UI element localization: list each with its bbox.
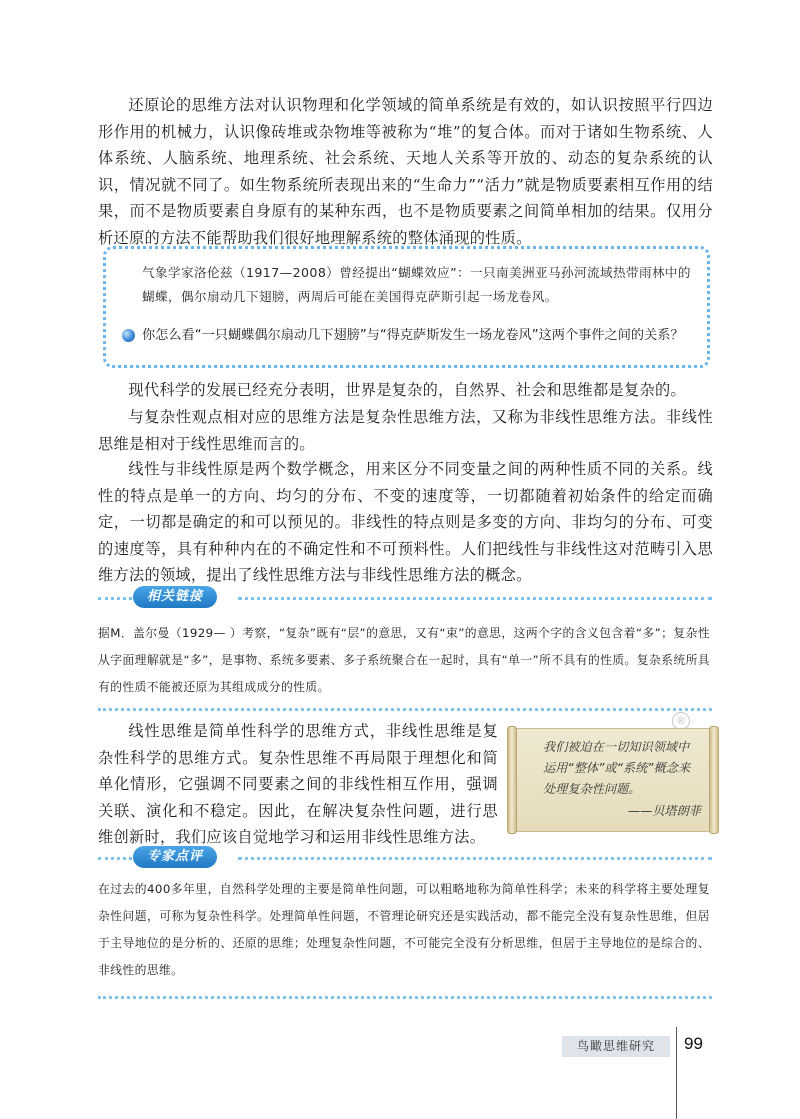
paragraph-linear-vs-nonlinear: 线性与非线性原是两个数学概念，用来区分不同变量之间的两种性质不同的关系。线性的特点是单一的方向、均匀的分布、不变的速度等，一切都随着初始条件的给定而确定，一切都是确定的和可以预见的。非线性的特点则是多变的方向、非均匀的分布、可变的速度等，具有种种内在的不确定性和不可预料性。人们把线性与非线性这对范畴引入思维方法的领域，提出了线性思维方法与非线性思维方法的概念。 — [98, 460, 713, 585]
page-number: 99 — [684, 1034, 703, 1053]
section-divider — [238, 857, 712, 860]
question-bullet-icon — [122, 329, 135, 342]
section-divider — [98, 708, 712, 711]
related-link-text: 据M．盖尔曼（1929— ）考察，“复杂”既有“层”的意思，又有“束”的意思，这两个字的含义包含着“多”；复杂性从字面理解就是“多”，是事物、系统多要素、多子系统聚合在一起时，具有“单一”所不具有的性质。复杂系统所具有的性质不能被还原为其组成成分的性质。 — [98, 626, 710, 694]
scroll-quote-author: ——贝塔朗菲 — [627, 804, 701, 818]
expert-review-tag: 专家点评 — [133, 846, 217, 868]
section-divider — [238, 597, 712, 600]
paragraph-modern-science: 现代科学的发展已经充分表明，世界是复杂的，自然界、社会和思维都是复杂的。 — [128, 381, 686, 399]
quote-scroll — [512, 728, 714, 832]
discussion-question — [142, 323, 693, 348]
discussion-question-text: 你怎么看“一只蝴蝶偶尔扇动几下翅膀”与“得克萨斯发生一场龙卷风”这两个事件之间的关系？ — [142, 328, 684, 343]
paragraph-nonlinear-definition: 与复杂性观点相对应的思维方法是复杂性思维方法，又称为非线性思维方法。非线性思维是相对于线性思维而言的。 — [98, 408, 713, 453]
section-divider — [98, 857, 132, 860]
book-title-footer: 鸟瞰思维研究 — [562, 1036, 670, 1057]
discussion-box — [103, 246, 710, 368]
paragraph-reductionism: 还原论的思维方法对认识物理和化学领域的简单系统是有效的，如认识按照平行四边形作用的机械力，认识像砖堆或杂物堆等被称为“堆”的复合体。而对于诸如生物系统、人体系统、人脑系统、地理系统、社会系统、天地人关系等开放的、动态的复杂系统的认识，情况就不同了。如生物系统所表现出来的“生命力”“活力”就是物质要素相互作用的结果，而不是物质要素自身原有的某种东西，也不是物质要素之间简单相加的结果。仅用分析还原的方法不能帮助我们很好地理解系统的整体涌现的性质。 — [98, 96, 713, 247]
related-link-tag: 相关链接 — [133, 586, 217, 608]
registered-watermark: ® — [672, 712, 690, 730]
expert-review-text: 在过去的400多年里，自然科学处理的主要是简单性问题，可以粗略地称为简单性科学；未来的科学将主要处理复杂性问题，可称为复杂性科学。处理简单性问题，不管理论研究还是实践活动，都不能完全没有复杂性思维，但居于主导地位的是分析的、还原的思维；处理复杂性问题，不可能完全没有分析思维，但居于主导地位的是综合的、非线性的思维。 — [98, 882, 710, 977]
footer-rule — [676, 1027, 677, 1119]
paragraph-complexity-thinking: 线性思维是简单性科学的思维方式，非线性思维是复杂性科学的思维方式。复杂性思维不再局限于理想化和简单化情形，它强调不同要素之间的非线性相互作用，强调关联、演化和不稳定。因此，在解决复杂性问题，进行思维创新时，我们应该自觉地学习和运用非线性思维方法。 — [98, 722, 498, 847]
section-divider — [98, 996, 712, 999]
section-divider — [98, 597, 132, 600]
butterfly-effect-quote: 气象学家洛伦兹（1917—2008）曾经提出“蝴蝶效应”：一只南美洲亚马孙河流域热带雨林中的蝴蝶，偶尔扇动几下翅膀，两周后可能在美国得克萨斯引起一场龙卷风。 — [142, 265, 691, 304]
scroll-quote-text: 我们被迫在一切知识领域中运用“整体”或“系统”概念来处理复杂性问题。 — [543, 740, 691, 796]
